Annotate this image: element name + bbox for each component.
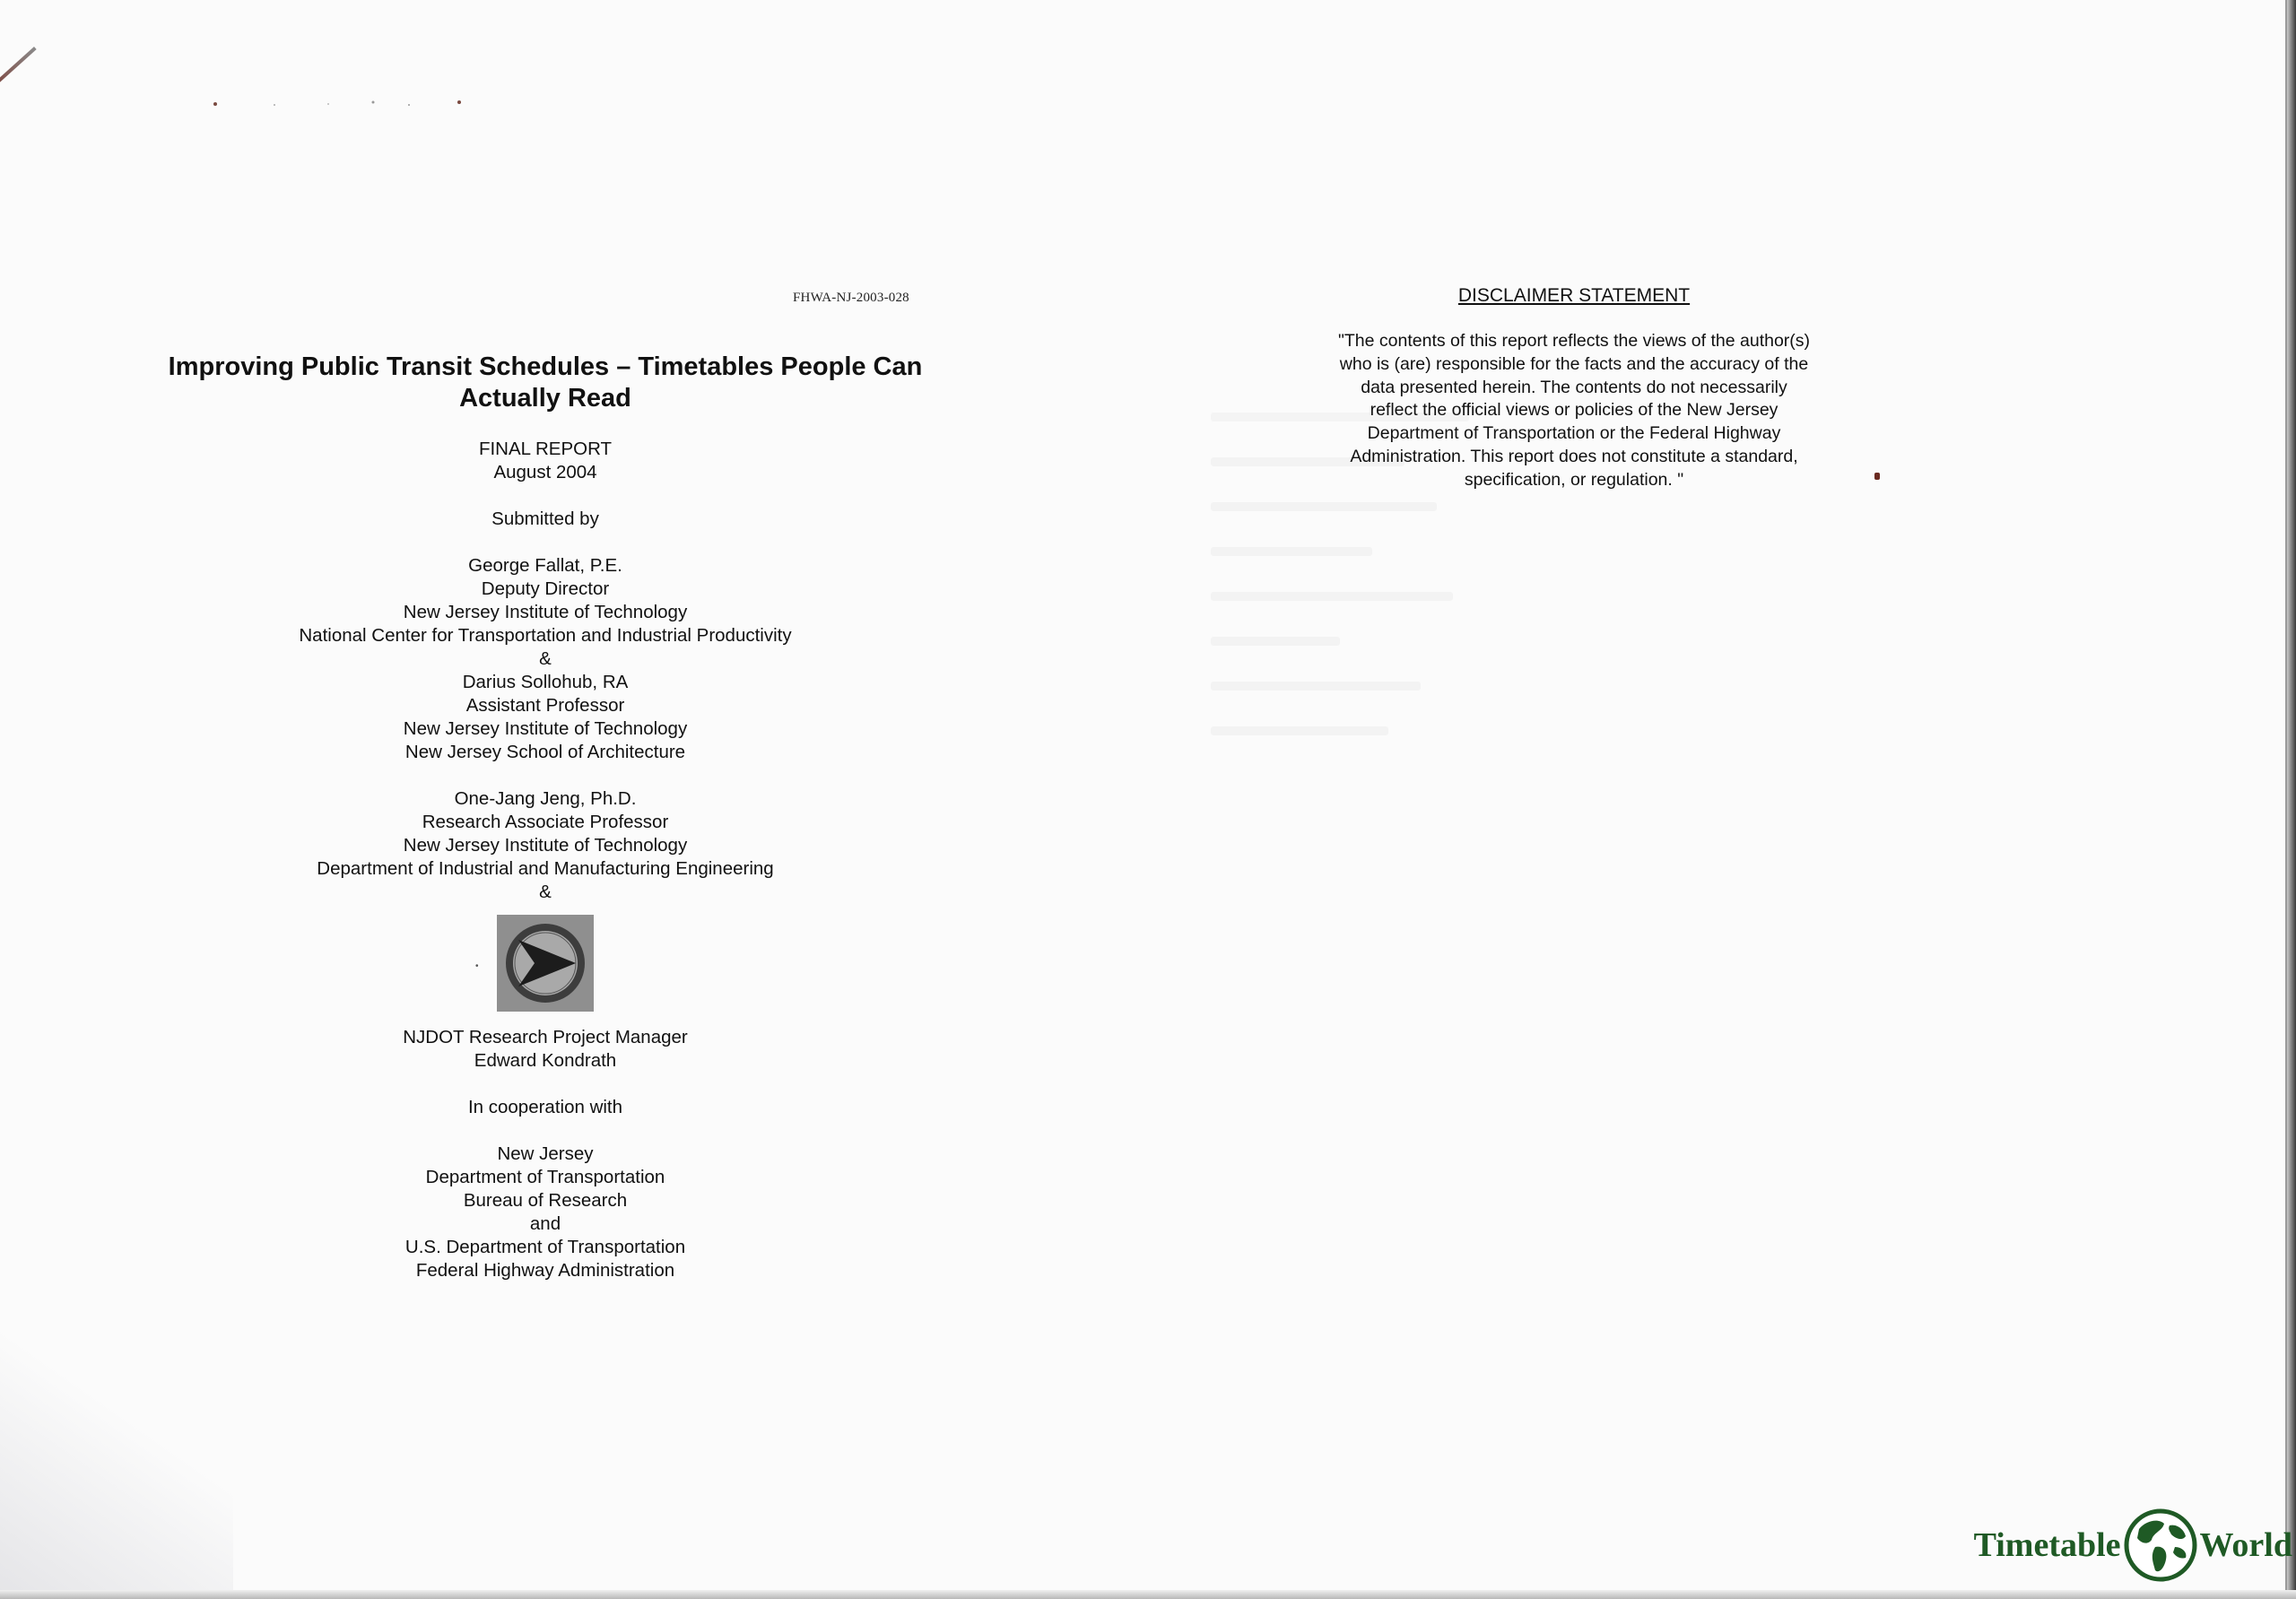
author-1-name: George Fallat, P.E. xyxy=(468,555,622,576)
report-date: August 2004 xyxy=(493,462,597,482)
agency-line: U.S. Department of Transportation xyxy=(404,1237,686,1257)
report-type: FINAL REPORT xyxy=(478,439,613,459)
timetable-world-watermark xyxy=(1974,1508,2292,1583)
author-3-department: Department of Industrial and Manufacturing Engineering xyxy=(317,858,774,879)
project-manager-label: NJDOT Research Project Manager xyxy=(403,1027,688,1047)
scan-edge-line xyxy=(2285,0,2287,1599)
scan-edge-bottom xyxy=(0,1590,2296,1599)
author-1-role: Deputy Director xyxy=(481,578,610,599)
disclaimer-line: who is (are) responsible for the facts and the accuracy of the xyxy=(1339,353,1809,374)
arrow-logo-icon xyxy=(497,915,594,1012)
ampersand: & xyxy=(539,648,552,669)
disclaimer-heading: DISCLAIMER STATEMENT xyxy=(1457,285,1691,306)
ampersand: & xyxy=(539,882,552,902)
watermark-text-left: Timetable xyxy=(1973,1526,2121,1564)
scan-shadow xyxy=(0,1312,233,1599)
njdot-logo xyxy=(475,915,594,1012)
agency-line: and xyxy=(529,1213,561,1234)
report-number: FHWA-NJ-2003-028 xyxy=(793,291,909,305)
author-1-center: National Center for Transportation and Industrial Productivity xyxy=(299,625,792,646)
scan-speck: • xyxy=(475,961,479,971)
globe-icon xyxy=(2123,1508,2198,1583)
author-1-institution: New Jersey Institute of Technology xyxy=(403,602,688,622)
title-page xyxy=(144,352,947,1282)
disclaimer-line: specification, or regulation. " xyxy=(1464,469,1684,490)
disclaimer-page xyxy=(1274,285,1874,492)
author-2-name: Darius Sollohub, RA xyxy=(462,672,629,692)
agency-line: Federal Highway Administration xyxy=(415,1260,675,1281)
cooperation-label: In cooperation with xyxy=(467,1097,623,1117)
disclaimer-line: Department of Transportation or the Federal Highway xyxy=(1367,423,1781,444)
report-title-line-1: Improving Public Transit Schedules – Timetables People Can xyxy=(168,352,923,381)
author-3-role: Research Associate Professor xyxy=(422,812,669,832)
author-2-school: New Jersey School of Architecture xyxy=(404,742,686,762)
disclaimer-line: reflect the official views or policies of the New Jersey xyxy=(1370,400,1779,421)
disclaimer-line: data presented herein. The contents do not necessarily xyxy=(1361,377,1787,397)
disclaimer-line: Administration. This report does not constitute a standard, xyxy=(1350,446,1798,466)
submitted-by: Submitted by xyxy=(491,508,599,529)
scan-specks xyxy=(212,97,472,109)
agency-line: New Jersey xyxy=(497,1143,594,1164)
author-3-institution: New Jersey Institute of Technology xyxy=(403,835,688,856)
agency-line: Department of Transportation xyxy=(425,1167,665,1187)
agency-line: Bureau of Research xyxy=(463,1190,628,1211)
scan-scratch xyxy=(0,47,37,103)
watermark-text-right: World xyxy=(2199,1526,2292,1564)
author-2-institution: New Jersey Institute of Technology xyxy=(403,718,688,739)
report-title-line-2: Actually Read xyxy=(459,384,631,413)
project-manager-name: Edward Kondrath xyxy=(474,1050,617,1071)
scan-edge-right xyxy=(2287,0,2296,1599)
disclaimer-line: "The contents of this report reflects the views of the author(s) xyxy=(1337,331,1811,351)
scan-speck xyxy=(1874,473,1880,480)
author-2-role: Assistant Professor xyxy=(465,695,625,716)
author-3-name: One-Jang Jeng, Ph.D. xyxy=(454,788,637,809)
